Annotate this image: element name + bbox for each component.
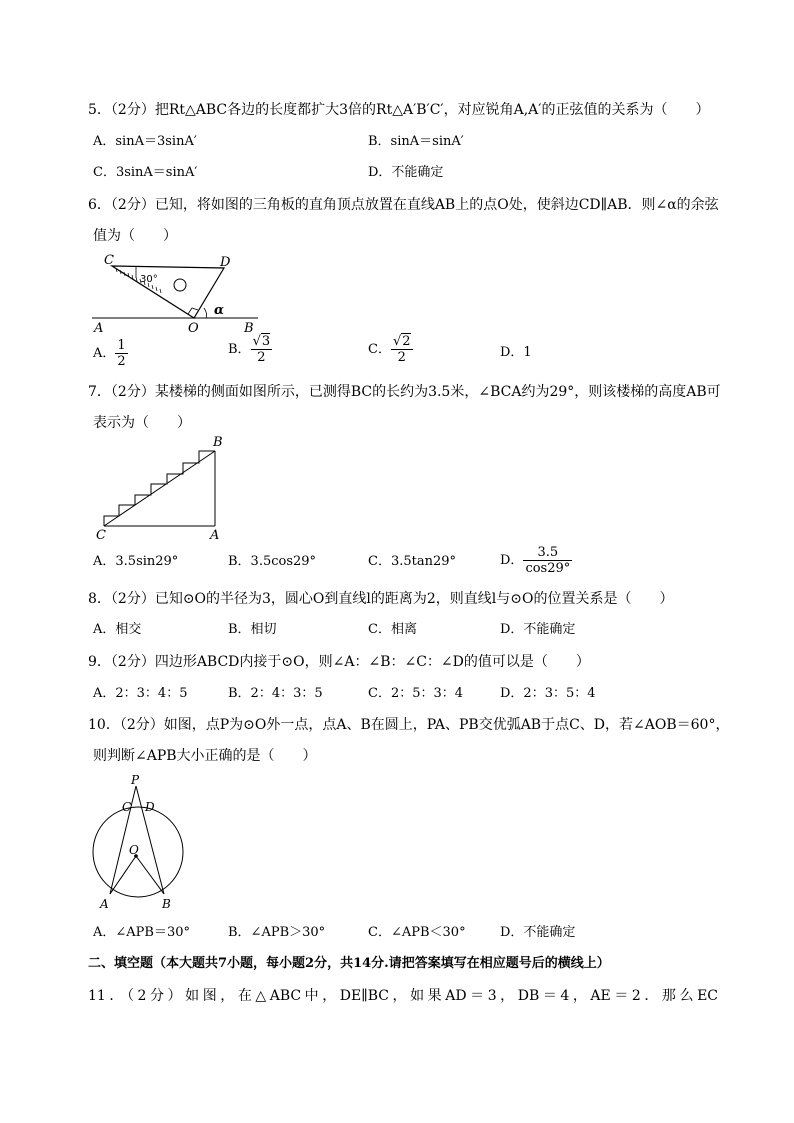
q10-label-d: D	[145, 800, 155, 814]
q6-label-c: C	[104, 253, 114, 268]
q6-option-b: B． $\frac{√3}{2}$	[228, 334, 271, 365]
q6-triangle-figure	[90, 252, 270, 334]
q7-option-d: D． $\frac{3.5}{\cos 29^\circ}$	[500, 545, 571, 576]
q10-stem-line1: 10．（2分）如图，点P为⊙O外一点，点A、B在圆上，PA、PB交优弧AB于点C、D，若∠AOB＝60°，	[88, 717, 730, 733]
q7-stem-line2: 表示为（ ）	[93, 415, 191, 431]
q6-label-angle: 30°	[140, 274, 158, 285]
q6-stem-line1: 6．（2分）已知，将如图的三角板的直角顶点放置在直线AB上的点O处，使斜边CD∥AB．则∠α的余弦	[88, 197, 719, 213]
q10-option-a: A．∠APB＝30°	[93, 925, 191, 940]
q6-label-b: B	[244, 321, 254, 334]
q10-option-d: D．不能确定	[500, 925, 576, 940]
q8-option-c: C．相离	[368, 622, 417, 637]
q10-label-c: C	[122, 800, 132, 814]
q8-option-a: A．相交	[93, 622, 142, 637]
q9-option-b: B．2：4：3：5	[228, 686, 323, 701]
q7-option-b: B．3.5cos29°	[228, 554, 317, 569]
q9-option-a: A．2：3：4：5	[93, 686, 188, 701]
q7-staircase-figure	[92, 432, 232, 542]
q11-stem: 11．（2分）如图，在△ABC中，DE∥BC，如果AD＝3，DB＝4，AE＝2．那么EC	[88, 988, 718, 1004]
q8-stem: 8．（2分）已知⊙O的半径为3，圆心O到直线l的距离为2，则直线l与⊙O的位置关系是（ ）	[88, 591, 674, 607]
q9-option-d: D．2：3：5：4	[500, 686, 596, 701]
q5-stem: 5．（2分）把Rt△ABC各边的长度都扩大3倍的Rt△A′B′C′，对应锐角A,A′的正弦值的关系为（ ）	[88, 102, 710, 118]
q10-label-p: P	[131, 773, 140, 787]
q6-option-d: D．1	[500, 345, 532, 360]
q7-label-b: B	[213, 435, 223, 450]
q6-option-c: C． $\frac{√2}{2}$	[368, 334, 411, 365]
q5-option-a: A．sinA＝3sinA′	[93, 134, 197, 149]
q7-option-c: C．3.5tan29°	[368, 554, 457, 569]
q6-option-a: A． $\frac{1}{2}$	[93, 338, 126, 369]
q5-option-b: B．sinA＝sinA′	[368, 134, 464, 149]
q8-option-b: B．相切	[228, 622, 277, 637]
q9-stem: 9．（2分）四边形ABCD内接于⊙O，则∠A：∠B：∠C：∠D的值可以是（ ）	[88, 654, 590, 670]
q7-stem-line1: 7．（2分）某楼梯的侧面如图所示，已测得BC的长约为3.5米，∠BCA约为29°，则该楼梯的高度AB可	[88, 384, 721, 400]
q10-stem-line2: 则判断∠APB大小正确的是（ ）	[93, 748, 317, 764]
q10-option-c: C．∠APB＜30°	[368, 925, 466, 940]
q6-label-d: D	[220, 255, 231, 270]
q10-label-o: O	[129, 843, 139, 857]
q7-option-a: A．3.5sin29°	[93, 554, 179, 569]
q6-label-a: A	[94, 321, 104, 334]
q6-stem-line2: 值为（ ）	[93, 228, 177, 244]
q6-label-o: O	[188, 321, 199, 334]
q6-label-alpha: α	[214, 303, 225, 318]
q5-option-c: C．3sinA＝sinA′	[93, 165, 198, 180]
q10-label-b: B	[162, 897, 171, 911]
q7-label-c: C	[96, 528, 106, 542]
q7-label-a: A	[210, 528, 220, 542]
q10-option-b: B．∠APB＞30°	[228, 925, 326, 940]
q5-option-d: D．不能确定	[368, 165, 444, 180]
q8-option-d: D．不能确定	[500, 622, 576, 637]
q9-option-c: C．2：5：3：4	[368, 686, 464, 701]
section2-heading: 二、填空题（本大题共7小题，每小题2分，共14分.请把答案填写在相应题号后的横线上）	[88, 956, 610, 971]
q10-circle-figure	[88, 772, 198, 914]
q10-label-a: A	[100, 897, 109, 911]
